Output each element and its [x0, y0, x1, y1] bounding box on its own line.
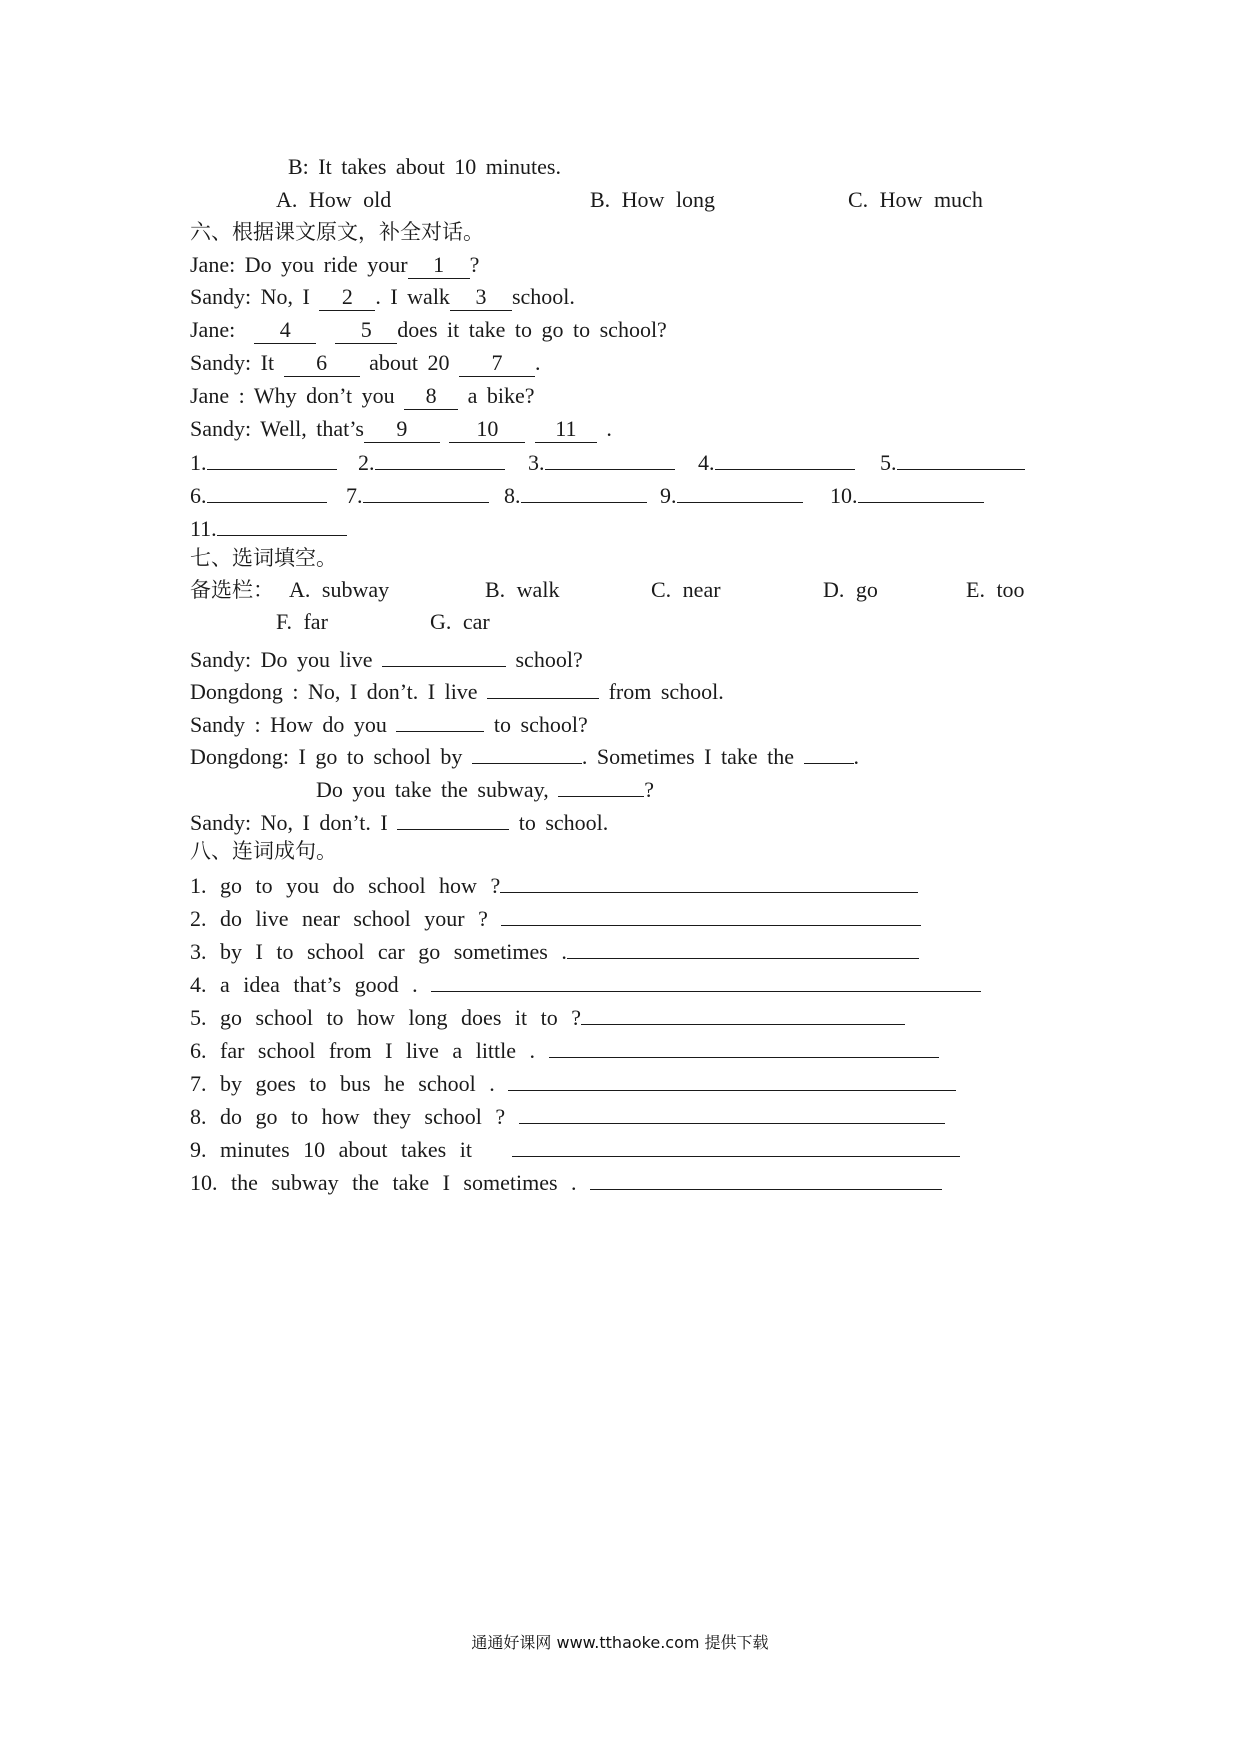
sentence-item-1: 1. go to you do school how ?: [190, 868, 918, 900]
answer-blank: [375, 445, 505, 470]
answer-slot-3: 3.: [528, 445, 675, 477]
answer-slot-9: 9.: [660, 478, 803, 510]
fill-blank: [382, 640, 506, 667]
bank-item-a: A. subway: [289, 577, 390, 602]
fill-blank: [804, 737, 854, 764]
speaker: Sandy:: [190, 416, 252, 441]
answer-blank: [217, 511, 347, 536]
sentence-blank: [567, 934, 919, 959]
word-bank-label: 备选栏：: [190, 578, 274, 602]
sentence-blank: [549, 1033, 939, 1058]
answer-slot-10: 10.: [830, 478, 984, 510]
answer-slot-2: 2.: [358, 445, 505, 477]
fill-line-2: Dongdong : No, I don’t. I live from school.: [190, 672, 724, 704]
blank-6: 6: [284, 350, 360, 377]
answer-slot-1: 1.: [190, 445, 337, 477]
dialogue-text: .: [534, 350, 541, 375]
sentence-blank: [519, 1099, 945, 1124]
sentence-item-10: 10. the subway the take I sometimes .: [190, 1165, 942, 1197]
dialogue-text: ?: [469, 252, 480, 277]
dialogue-text: Well, that’s: [260, 416, 364, 441]
sentence-item-2: 2. do live near school your ?: [190, 901, 921, 933]
fill-blank: [558, 770, 644, 797]
speaker: Jane:: [190, 317, 236, 342]
blank-5: 5: [335, 317, 397, 344]
dialogue-text: a bike?: [467, 383, 535, 408]
blank-4: 4: [254, 317, 316, 344]
speaker: Sandy:: [190, 350, 252, 375]
section7-heading: 七、选词填空。: [190, 546, 337, 570]
sentence-item-6: 6. far school from I live a little .: [190, 1033, 939, 1065]
dialogue-line-3: [190, 314, 667, 346]
sentence-blank: [508, 1066, 956, 1091]
bank-item-d: D. go: [823, 577, 878, 602]
answer-blank: [858, 478, 984, 503]
blank-7: 7: [459, 350, 535, 377]
blank-3: 3: [450, 284, 512, 311]
sentence-item-7: 7. by goes to bus he school .: [190, 1066, 956, 1098]
sentence-blank: [431, 967, 981, 992]
answer-blank: [897, 445, 1025, 470]
option-a: A. How old: [276, 187, 392, 212]
dialogue-text: .: [606, 416, 612, 441]
dialogue-text: Why don’t you: [253, 383, 395, 408]
answer-blank: [545, 445, 675, 470]
blank-2: 2: [319, 284, 375, 311]
footer-credit: 通通好课网 www.tthaoke.com 提供下载: [471, 1633, 769, 1652]
answer-blank: [521, 478, 647, 503]
speaker: Sandy:: [190, 284, 252, 309]
answer-blank: [207, 445, 337, 470]
answer-slot-5: 5.: [880, 445, 1025, 477]
option-c: C. How much: [848, 187, 983, 212]
dialogue-line-5: [190, 380, 535, 412]
answer-slot-11: 11.: [190, 511, 347, 543]
answer-blank: [715, 445, 855, 470]
dialogue-text: No, I: [260, 284, 310, 309]
bank-item-b: B. walk: [485, 577, 560, 602]
sentence-item-5: 5. go school to how long does it to ?: [190, 1000, 905, 1032]
dialogue-line-2: [190, 281, 575, 313]
sentence-item-3: 3. by I to school car go sometimes .: [190, 934, 919, 966]
sentence-blank: [512, 1132, 960, 1157]
fill-line-6: Sandy: No, I don’t. I to school.: [190, 803, 608, 835]
dialogue-line-6: [190, 413, 612, 445]
blank-10: 10: [449, 416, 525, 443]
sentence-blank: [590, 1165, 942, 1190]
sentence-item-4: 4. a idea that’s good .: [190, 967, 981, 999]
dialogue-line-4: [190, 347, 540, 379]
dialogue-text: school.: [511, 284, 575, 309]
dialogue-text: does it take to go to school?: [397, 317, 667, 342]
speaker: Jane :: [190, 383, 245, 408]
fill-blank: [397, 803, 509, 830]
answer-slot-4: 4.: [698, 445, 855, 477]
fill-line-1: Sandy: Do you live school?: [190, 640, 583, 672]
answer-blank: [207, 478, 327, 503]
answer-slot-8: 8.: [504, 478, 647, 510]
section8-heading: 八、连词成句。: [190, 839, 337, 863]
fill-blank: [487, 672, 599, 699]
sentence-blank: [501, 901, 921, 926]
answer-line: B: It takes about 10 minutes.: [288, 154, 561, 179]
section6-heading: 六、根据课文原文，补全对话。: [190, 220, 484, 244]
fill-line-3: Sandy : How do you to school?: [190, 705, 588, 737]
sentence-item-9: 9. minutes 10 about takes it: [190, 1132, 960, 1164]
fill-line-4: Dongdong: I go to school by . Sometimes I take the .: [190, 737, 859, 769]
sentence-item-8: 8. do go to how they school ?: [190, 1099, 945, 1131]
blank-1: 1: [408, 252, 470, 279]
option-b: B. How long: [590, 187, 716, 212]
sentence-blank: [581, 1000, 905, 1025]
bank-item-c: C. near: [651, 577, 721, 602]
blank-11: 11: [535, 416, 597, 443]
sentence-blank: [500, 868, 918, 893]
answer-slot-7: 7.: [346, 478, 489, 510]
fill-line-5: Do you take the subway, ?: [316, 770, 654, 802]
fill-blank: [472, 737, 582, 764]
speaker: Jane:: [190, 252, 236, 277]
answer-blank: [677, 478, 803, 503]
answer-blank: [363, 478, 489, 503]
fill-blank: [396, 705, 484, 732]
dialogue-text: Do you ride your: [244, 252, 408, 277]
dialogue-text: It: [260, 350, 275, 375]
bank-item-f: F. far: [276, 609, 328, 634]
bank-item-g: G. car: [430, 609, 490, 634]
answer-slot-6: 6.: [190, 478, 327, 510]
blank-9: 9: [364, 416, 440, 443]
dialogue-text: about 20: [369, 350, 450, 375]
dialogue-text: . I walk: [375, 284, 450, 309]
blank-8: 8: [404, 383, 458, 410]
dialogue-line-1: [190, 249, 479, 281]
bank-item-e: E. too: [966, 577, 1025, 602]
